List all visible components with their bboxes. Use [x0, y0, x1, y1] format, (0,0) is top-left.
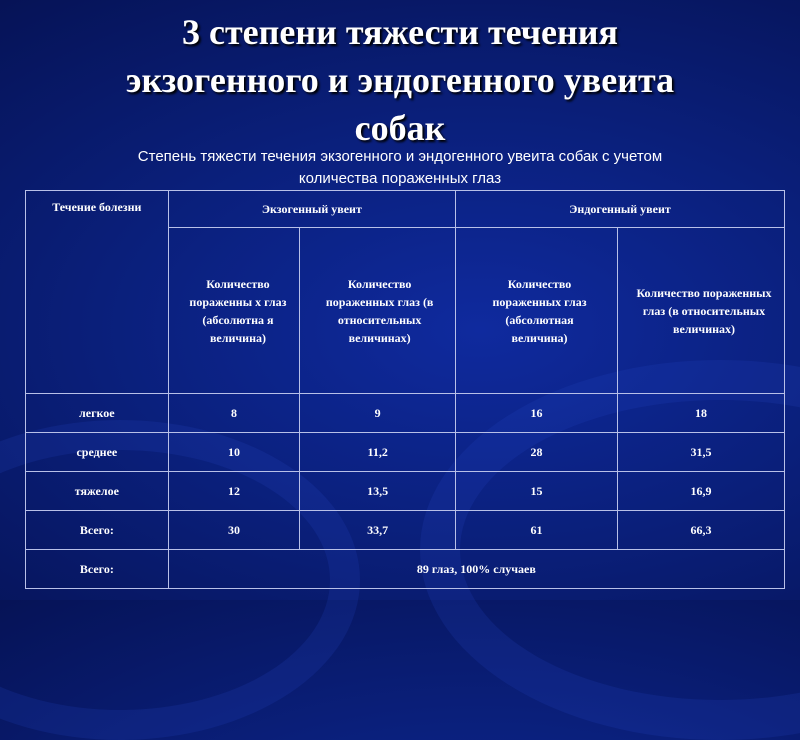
cell-total: 89 глаз, 100% случаев [168, 550, 784, 589]
row-label: тяжелое [26, 472, 169, 511]
cell-exo-rel: 9 [300, 394, 456, 433]
title-line: 3 степени тяжести течения [182, 12, 618, 52]
cell-endo-rel: 66,3 [617, 511, 784, 550]
header-qty-rel-endo: Количество пораженных глаз (в относительных величинах) [617, 228, 784, 394]
table-row [26, 511, 785, 550]
table-row [26, 472, 785, 511]
row-label: Всего: [26, 550, 169, 589]
cell-endo-rel: 18 [617, 394, 784, 433]
cell-endo-rel: 31,5 [617, 433, 784, 472]
cell-exo-abs: 12 [168, 472, 300, 511]
cell-endo-abs: 15 [456, 472, 618, 511]
row-label: среднее [26, 433, 169, 472]
caption-line: Степень тяжести течения экзогенного и эндогенного увеита собак с учетом [137, 148, 663, 165]
cell-endo-abs: 16 [456, 394, 618, 433]
title-line: экзогенного и эндогенного увеита [125, 60, 675, 100]
table-caption [60, 146, 740, 190]
cell-endo-rel: 16,9 [617, 472, 784, 511]
cell-exo-abs: 8 [168, 394, 300, 433]
header-exogenous: Экзогенный увеит [168, 191, 455, 228]
header-course: Течение болезни [26, 191, 169, 394]
title-line: собак [354, 108, 446, 148]
row-label: легкое [26, 394, 169, 433]
header-qty-rel-exo: Количество пораженных глаз (в относительных величинах) [300, 228, 456, 394]
header-qty-abs-endo: Количество пораженных глаз (абсолютная величина) [456, 228, 618, 394]
cell-exo-abs: 10 [168, 433, 300, 472]
cell-exo-rel: 11,2 [300, 433, 456, 472]
row-label: Всего: [26, 511, 169, 550]
header-qty-abs-exo: Количество пораженны х глаз (абсолютна я величина) [168, 228, 300, 394]
header-endogenous: Эндогенный увеит [456, 191, 785, 228]
cell-endo-abs: 61 [456, 511, 618, 550]
table-row-total [26, 550, 785, 589]
cell-endo-abs: 28 [456, 433, 618, 472]
table-row [26, 433, 785, 472]
table-row [26, 394, 785, 433]
uveitis-table [25, 190, 785, 589]
cell-exo-rel: 13,5 [300, 472, 456, 511]
cell-exo-abs: 30 [168, 511, 300, 550]
caption-line: количества пораженных глаз [298, 170, 502, 187]
cell-exo-rel: 33,7 [300, 511, 456, 550]
slide-title [0, 8, 800, 152]
